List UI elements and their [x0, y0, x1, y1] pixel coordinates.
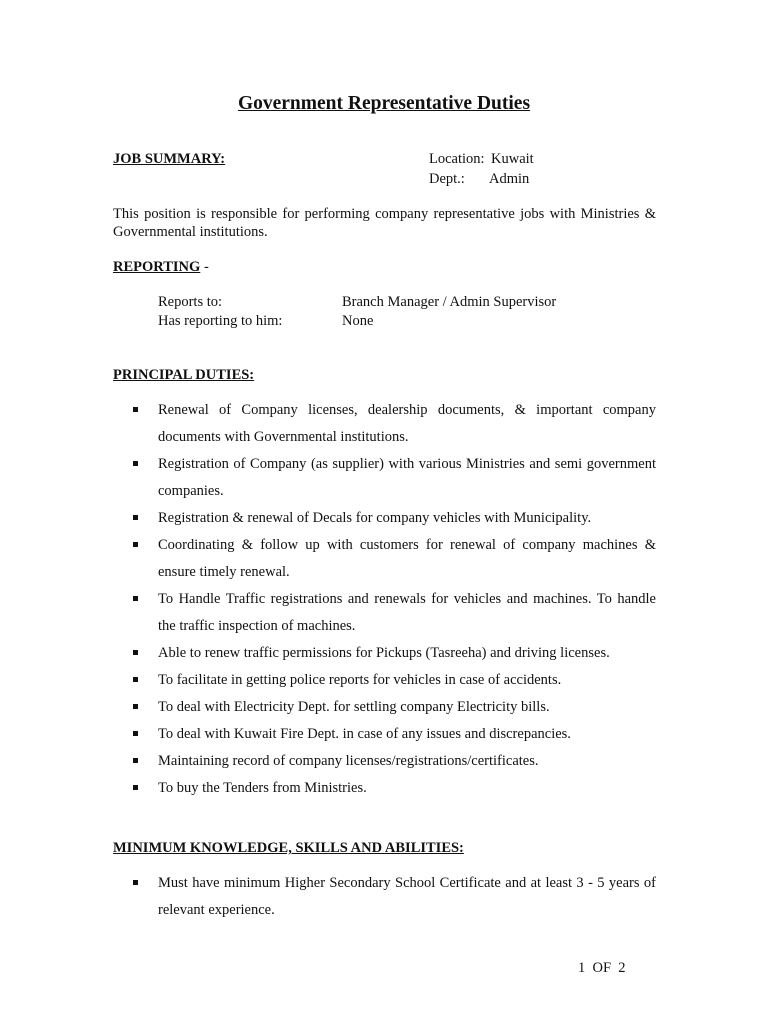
reporting-dash: -	[203, 259, 209, 275]
duty-text: Renewal of Company licenses, dealership documents, & important company documents with Governmental institutions.	[158, 402, 656, 445]
duty-text: To facilitate in getting police reports for vehicles in case of accidents.	[158, 672, 562, 688]
minimum-requirements-list	[113, 870, 656, 924]
duty-text: Maintaining record of company licenses/registrations/certificates.	[158, 753, 539, 769]
list-item	[113, 640, 656, 667]
reports-to-label: Reports to:	[158, 294, 223, 310]
reporting-heading: REPORTING	[113, 259, 201, 275]
bullet-icon	[133, 704, 138, 709]
bullet-icon	[133, 650, 138, 655]
reporting-heading-line	[113, 259, 209, 276]
duty-text: Registration of Company (as supplier) with various Ministries and semi government companies.	[158, 456, 656, 499]
bullet-icon	[133, 515, 138, 520]
location-label: Location:	[429, 151, 485, 167]
has-reporting-label: Has reporting to him:	[158, 313, 283, 329]
bullet-icon	[133, 461, 138, 466]
reports-to-value: Branch Manager / Admin Supervisor	[342, 294, 557, 310]
principal-duties-heading: PRINCIPAL DUTIES:	[113, 367, 255, 383]
duty-text: To deal with Kuwait Fire Dept. in case of any issues and discrepancies.	[158, 726, 571, 742]
list-item	[113, 748, 656, 775]
duty-text: Coordinating & follow up with customers for renewal of company machines & ensure timely renewal.	[158, 537, 656, 580]
duty-text: To buy the Tenders from Ministries.	[158, 780, 367, 796]
document-title: Government Representative Duties	[237, 93, 531, 114]
location-value: Kuwait	[491, 151, 534, 167]
list-item	[113, 505, 656, 532]
bullet-icon	[133, 880, 138, 885]
has-reporting-value: None	[342, 313, 374, 329]
bullet-icon	[133, 758, 138, 763]
list-item	[113, 586, 656, 640]
duty-text: To deal with Electricity Dept. for settling company Electricity bills.	[158, 699, 550, 715]
job-summary-description: This position is responsible for performing company representative jobs with Ministries & Governmental institutions.	[113, 206, 656, 240]
list-item	[113, 721, 656, 748]
bullet-icon	[133, 731, 138, 736]
job-summary-heading: JOB SUMMARY:	[113, 151, 226, 167]
duty-text: Able to renew traffic permissions for Pickups (Tasreeha) and driving licenses.	[158, 645, 610, 661]
requirement-text: Must have minimum Higher Secondary School Certificate and at least 3 - 5 years of relevant experience.	[158, 875, 656, 918]
list-item	[113, 775, 656, 802]
bullet-icon	[133, 542, 138, 547]
page-number: 1 OF 2	[578, 960, 626, 976]
dept-value: Admin	[489, 171, 530, 187]
list-item	[113, 397, 656, 451]
list-item	[113, 451, 656, 505]
dept-label: Dept.:	[429, 171, 465, 187]
minimum-requirements-heading: MINIMUM KNOWLEDGE, SKILLS AND ABILITIES:	[113, 840, 464, 856]
list-item	[113, 667, 656, 694]
list-item	[113, 694, 656, 721]
bullet-icon	[133, 785, 138, 790]
bullet-icon	[133, 407, 138, 412]
duty-text: To Handle Traffic registrations and renewals for vehicles and machines. To handle the traffic inspection of machines.	[158, 591, 656, 634]
bullet-icon	[133, 677, 138, 682]
duty-text: Registration & renewal of Decals for company vehicles with Municipality.	[158, 510, 592, 526]
principal-duties-list	[113, 397, 656, 802]
list-item	[113, 870, 656, 924]
bullet-icon	[133, 596, 138, 601]
list-item	[113, 532, 656, 586]
